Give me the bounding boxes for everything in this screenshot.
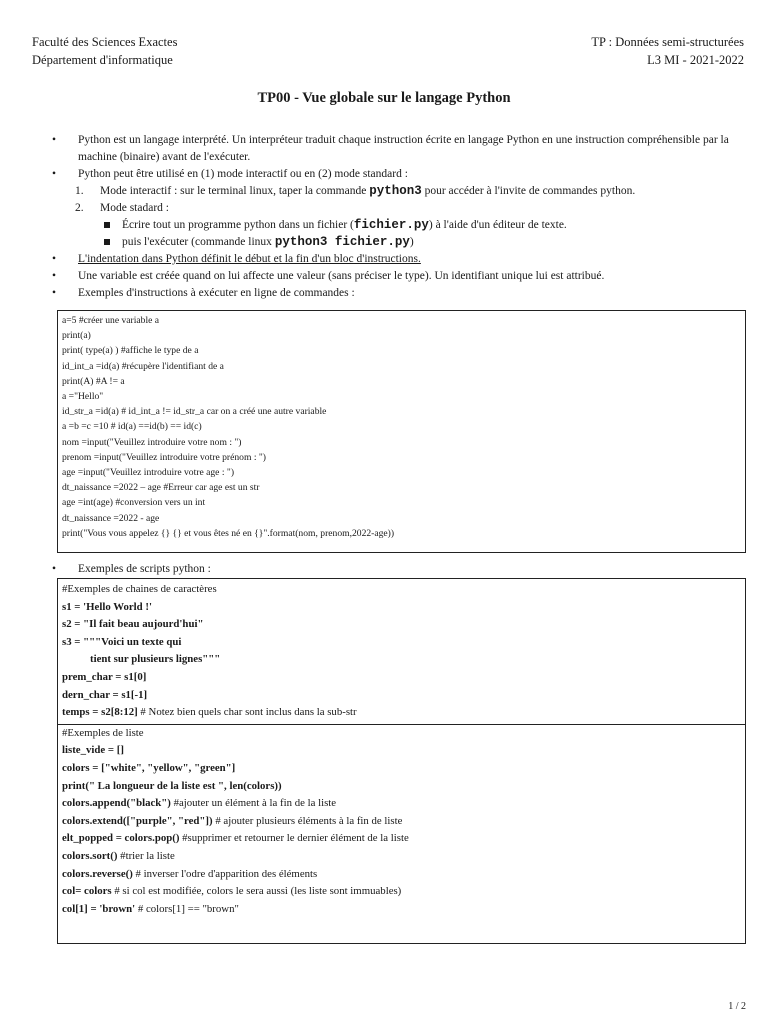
code-bold: prem_char = s1[0] <box>62 670 147 683</box>
code-bold: liste_vide = [] <box>62 744 124 757</box>
code-bold: print(" La longueur de la liste est ", len(colors)) <box>62 779 282 792</box>
bullet-text: Une variable est créée quand on lui affecte une valeur (sans préciser le type). Un identifiant unique lui est attribué. <box>78 270 605 282</box>
code-bold: col[1] = 'brown' <box>62 902 136 915</box>
code-comment: # Notez bien quels char sont inclus dans la sub-str <box>137 706 357 719</box>
code-line: print( type(a) ) #affiche le type de a <box>62 345 199 357</box>
item-text: ) à l'aide d'un éditeur de texte. <box>428 219 567 231</box>
strings-section <box>62 581 741 722</box>
code-bold: dern_char = s1[-1] <box>62 688 148 701</box>
code-comment: #ajouter un élément à la fin de la liste <box>170 797 337 810</box>
code-line <box>62 778 741 796</box>
bullet-dot-icon: • <box>52 563 57 575</box>
code-line: a=5 #créer une variable a <box>62 315 160 326</box>
code-line <box>62 760 741 778</box>
code-bold: col= colors <box>62 885 112 898</box>
code-line: age =input("Veuillez introduire votre age : ") <box>62 467 235 479</box>
page-title: TP00 - Vue globale sur le langage Python <box>257 90 511 106</box>
code-comment: #supprimer et retourner le dernier élément de la liste <box>179 832 409 845</box>
code-bold: 'Hello World !' <box>83 600 152 613</box>
bullet-text: Python est un langage interprété. Un interpréteur traduit chaque instruction écrite en langage Python en une instruction compréhensible par la machine (binaire) avant de l'exécuter. <box>78 134 729 163</box>
code-line <box>62 616 741 634</box>
lists-section <box>58 724 745 919</box>
code-line: id_str_a =id(a) # id_int_a != id_str_a car on a créé une autre variable <box>62 406 327 418</box>
department-name: Département d'informatique <box>32 53 173 67</box>
code-line <box>62 866 741 884</box>
code-line <box>62 669 741 687</box>
code-line <box>62 742 741 760</box>
bullet-dot-icon: • <box>52 270 57 282</box>
course-year: L3 MI - 2021-2022 <box>647 53 744 67</box>
bullet-item <box>0 132 768 166</box>
code-bold: "Il fait beau aujourd'hui" <box>83 618 204 631</box>
item-number: 2. <box>75 202 84 214</box>
inline-code: python3 fichier.py <box>274 235 410 249</box>
code-line <box>62 901 741 919</box>
code-bold: s3 = <box>62 635 84 648</box>
item-number: 1. <box>75 185 84 197</box>
code-bold: colors = ["white", "yellow", "green"] <box>62 761 236 774</box>
code-line <box>62 651 741 669</box>
code-comment: #Exemples de chaines de caractères <box>62 583 217 595</box>
bullet-item <box>0 285 768 302</box>
code-line: age =int(age) #conversion vers un int <box>62 497 206 509</box>
code-bold: elt_popped = colors.pop() <box>62 832 180 845</box>
code-bold: colors.sort() <box>62 849 118 862</box>
bullet-list <box>0 132 768 302</box>
bullet-dot-icon: • <box>52 134 57 146</box>
numbered-item <box>0 200 768 217</box>
code-line <box>62 704 741 722</box>
code-line: nom =input("Veuillez introduire votre nom : ") <box>62 436 242 448</box>
square-bullet-icon <box>104 239 110 245</box>
faculty-name: Faculté des Sciences Exactes <box>32 35 178 49</box>
code-line <box>62 830 741 848</box>
inline-code: python3 <box>369 184 422 198</box>
square-bullet-item <box>0 217 768 234</box>
item-text: Écrire tout un programme python dans un fichier ( <box>122 219 354 231</box>
bullet-item <box>0 166 768 183</box>
header-right <box>591 33 744 69</box>
code-bold: temps = s2[8:12] <box>62 706 138 719</box>
numbered-item <box>0 183 768 200</box>
code-bold: tient sur plusieurs lignes""" <box>90 653 221 666</box>
bullet-text: L'indentation dans Python définit le début et la fin d'un bloc d'instructions. <box>78 253 421 265</box>
code-line: a =b =c =10 # id(a) ==id(b) == id(c) <box>62 421 202 433</box>
bullet-text: Exemples de scripts python : <box>78 563 211 575</box>
bullet-item <box>0 251 768 268</box>
code-comment: #Exemples de liste <box>62 726 144 739</box>
item-text: puis l'exécuter (commande linux <box>122 236 275 248</box>
code-line <box>62 883 741 901</box>
item-text: Mode interactif : sur le terminal linux, taper la commande <box>100 185 370 197</box>
code-line <box>62 599 741 617</box>
bullet-item <box>52 561 211 578</box>
code-bold: colors.reverse() <box>62 867 133 880</box>
page-number: 1 / 2 <box>728 1001 746 1012</box>
code-box-scripts <box>57 578 746 944</box>
bullet-text: Exemples d'instructions à exécuter en ligne de commandes : <box>78 287 355 299</box>
code-comment: # ajouter plusieurs éléments à la fin de liste <box>212 814 403 827</box>
code-line <box>62 634 741 652</box>
item-text: Mode stadard : <box>100 202 169 214</box>
header-left <box>32 33 177 69</box>
code-line: id_int_a =id(a) #récupère l'identifiant de a <box>62 360 224 372</box>
code-bold: s2 = <box>62 618 84 631</box>
code-line <box>62 687 741 705</box>
bullet-text: Python peut être utilisé en (1) mode interactif ou en (2) mode standard : <box>78 168 408 180</box>
square-bullet-item <box>0 234 768 251</box>
code-line: dt_naissance =2022 - age <box>62 512 160 524</box>
bullet-dot-icon: • <box>52 253 57 265</box>
code-line: print("Vous vous appelez {} {} et vous êtes né en {}".format(nom, prenom,2022-age)) <box>62 527 395 539</box>
code-line: print(A) #A != a <box>62 375 125 387</box>
code-line: dt_naissance =2022 – age #Erreur car age est un str <box>62 482 260 494</box>
code-line: a ="Hello" <box>62 391 104 403</box>
code-line: prenom =input("Veuillez introduire votre prénom : ") <box>62 451 266 463</box>
code-line <box>62 848 741 866</box>
square-bullet-icon <box>104 222 110 228</box>
code-box-commands <box>57 310 746 553</box>
code-comment: # inverser l'odre d'apparition des éléments <box>132 867 318 880</box>
item-text: pour accéder à l'invite de commandes python. <box>421 185 636 197</box>
code-bold: colors.extend(["purple", "red"]) <box>62 814 213 827</box>
code-bold: s1 = <box>62 600 84 613</box>
item-text: ) <box>409 236 414 248</box>
code-comment: #trier la liste <box>117 849 175 862</box>
code-bold: colors.append("black") <box>62 797 171 810</box>
bullet-item <box>0 268 768 285</box>
inline-code: fichier.py <box>353 218 429 232</box>
code-comment: # si col est modifiée, colors le sera aussi (les liste sont immuables) <box>111 885 402 898</box>
code-comment: # colors[1] == "brown" <box>135 902 239 915</box>
code-line <box>62 813 741 831</box>
bullet-dot-icon: • <box>52 287 57 299</box>
code-bold: """Voici un texte qui <box>83 635 182 648</box>
code-line <box>62 795 741 813</box>
code-line: print(a) <box>62 330 91 342</box>
course-name: TP : Données semi-structurées <box>591 35 744 49</box>
bullet-dot-icon: • <box>52 168 57 180</box>
